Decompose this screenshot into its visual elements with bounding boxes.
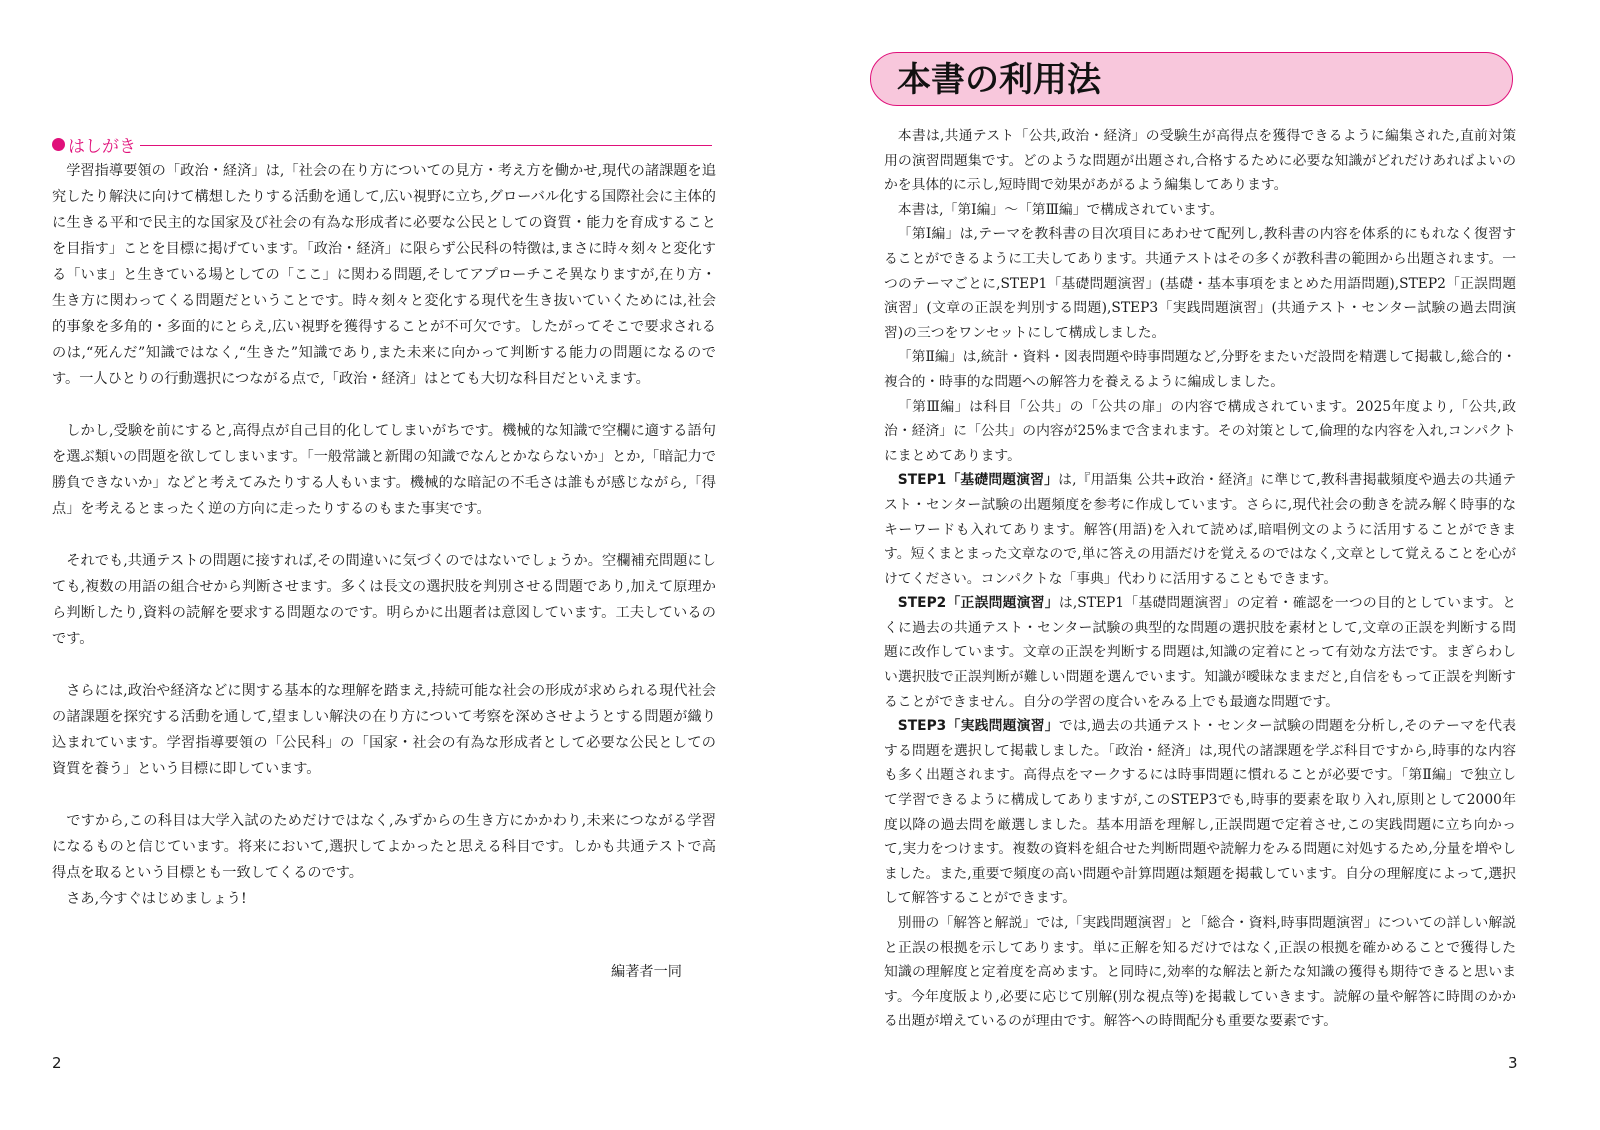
signature: 編著者一同 (611, 964, 682, 980)
usage-paragraph-text: 別冊の「解答と解説」では,「実践問題演習」と「総合・資料,時事問題演習」についての詳しい解説と正誤の根拠を示してあります。単に正解を知るだけではなく,正誤の根拠を確かめることで獲得した知識の理解度と定着度を高めます。と同時に,効率的な解法と新たな知識の獲得も期待できると思います。今年度版より,必要に応じて別解(別な視点等)を掲載していきます。読解の量や解答に時間のかかる出題が増えているのが理由です。解答への時間配分も重要な要素です。 (884, 915, 1516, 1030)
preface-paragraph: しかし,受験を前にすると,高得点が自己目的化してしまいがちです。機械的な知識で空欄に適する語句を選ぶ類いの問題を欲してしまいます。「一般常識と新聞の知識でなんとかならないか」とか,「暗記力で勝負できないか」などと考えてみたりする人もいます。機械的な暗記の不毛さは誰もが感じながら,「得点」を考えるとまったく逆の方向に走ったりするのもまた事実です。 (52, 423, 716, 517)
usage-paragraph (884, 714, 1516, 911)
step3-label: STEP3「実践問題演習」 (897, 718, 1059, 735)
usage-paragraph (884, 395, 1516, 469)
preface-paragraph: 学習指導要領の「政治・経済」は,「社会の在り方についての見方・考え方を働かせ,現代の諸課題を追究したり解決に向けて構想したりする活動を通して,広い視野に立ち,グローバル化する国際社会に主体的に生きる平和で民主的な国家及び社会の有為な形成者に必要な公民としての資質・能力を育成することを目指す」ことを目標に掲げています。「政治・経済」に限らず公民科の特徴は,まさに時々刻々と変化する「いま」と生きている場としての「ここ」に関わる問題,そしてアプローチこそ異なりますが,在り方・生き方に関わってくる問題だということです。時々刻々と変化する現代を生き抜いていくためには,社会的事象を多角的・多面的にとらえ,広い視野を獲得することが不可欠です。したがってそこで要求されるのは,“死んだ”知識ではなく,“生きた”知識であり,また未来に向かって判断する能力の問題になるのです。一人ひとりの行動選択につながる点で,「政治・経済」はとても大切な科目だといえます。 (52, 163, 716, 387)
step2-label: STEP2「正誤問題演習」 (897, 595, 1059, 612)
right-page (800, 0, 1600, 1130)
page-number-left: 2 (52, 1054, 62, 1072)
step1-label: STEP1「基礎問題演習」 (897, 472, 1059, 489)
usage-paragraph-text: 「第Ⅰ編」は,テーマを教科書の目次項目にあわせて配列し,教科書の内容を体系的にもれなく復習することができるように工夫してあります。共通テストはその多くが教科書の範囲から出題されます。一つのテーマごとに,STEP1「基礎問題演習」(基礎・基本事項をまとめた用語問題),STEP2「正誤問題演習」(文章の正誤を判別する問題),STEP3「実践問題演習」(共通テスト・センター試験の過去問演習)の三つをワンセットにして構成しました。 (884, 226, 1516, 341)
usage-paragraph (884, 222, 1516, 345)
usage-paragraph-text: 「第Ⅱ編」は,統計・資料・図表問題や時事問題など,分野をまたいだ設問を精選して掲載し,総合的・複合的・時事的な問題への解答力を養えるように編成しました。 (884, 349, 1516, 390)
preface-paragraph: さらには,政治や経済などに関する基本的な理解を踏まえ,持続可能な社会の形成が求められる現代社会の諸課題を探究する活動を通して,望ましい解決の在り方について考察を深めさせようとする問題が織り込まれています。学習指導要領の「公民科」の「国家・社会の有為な形成者として必要な公民としての資質を養う」という目標に即しています。 (52, 683, 716, 777)
preface-body (52, 158, 716, 912)
usage-body (884, 124, 1516, 1034)
usage-paragraph (884, 124, 1516, 198)
usage-paragraph (884, 591, 1516, 714)
usage-paragraph-text: は,STEP1「基礎問題演習」の定着・確認を一つの目的としています。とくに過去の共通テスト・センター試験の典型的な問題の選択肢を素材として,文章の正誤を判断する問題に改作しています。文章の正誤を判断する問題は,知識の定着にとって有効な方法です。まぎらわしい選択肢で正誤判断が難しい問題を選んでいます。知識が曖昧なままだと,自信をもって正誤を判断することができません。自分の学習の度合いをみる上でも最適な問題です。 (884, 595, 1516, 710)
preface-paragraph: それでも,共通テストの問題に接すれば,その間違いに気づくのではないでしょうか。空欄補充問題にしても,複数の用語の組合せから判断させます。多くは長文の選択肢を判別させる問題であり,加えて原理から判断したり,資料の読解を要求する問題なのです。明らかに出題者は意図しています。工夫しているのです。 (52, 553, 716, 647)
page-number-right: 3 (1508, 1054, 1518, 1072)
section-rule (140, 145, 712, 146)
title-banner (870, 52, 1513, 106)
bullet-dot-icon (52, 138, 65, 151)
usage-paragraph-text: では,過去の共通テスト・センター試験の問題を分析し,そのテーマを代表する問題を選択して掲載しました。「政治・経済」は,現代の諸課題を学ぶ科目ですから,時事的な内容も多く出題されます。高得点をマークするには時事問題に慣れることが必要です。「第Ⅱ編」で独立して学習できるように構成してありますが,このSTEP3でも,時事的要素を取り入れ,原則として2000年度以降の過去問を厳選しました。基本用語を理解し,正誤問題で定着させ,この実践問題に立ち向かって,実力をつけます。複数の資料を組合せた判断問題や読解力をみる問題に対処するため,分量を増やしました。また,重要で頻度の高い問題や計算問題は類題を掲載しています。自分の理解度によって,選択して解答することができます。 (884, 718, 1517, 907)
usage-paragraph-text: 「第Ⅲ編」は科目「公共」の「公共の扉」の内容で構成されています。2025年度より,「公共,政治・経済」に「公共」の内容が25%まで含まれます。その対策として,倫理的な内容を入れ,コンパクトにまとめてあります。 (884, 398, 1516, 464)
usage-paragraph-text: 本書は,共通テスト「公共,政治・経済」の受験生が高得点を獲得できるように編集された,直前対策用の演習問題集です。どのような問題が出題され,合格するために必要な知識がどれだけあればよいのかを具体的に示し,短時間で効果があがるよう編集してあります。 (884, 128, 1516, 194)
preface-paragraph: さあ,今すぐはじめましょう! (66, 891, 247, 907)
section-heading (52, 132, 712, 156)
usage-paragraph (884, 468, 1516, 591)
preface-paragraph: ですから,この科目は大学入試のためだけではなく,みずからの生き方にかかわり,未来につながる学習になるものと信じています。将来において,選択してよかったと思える科目です。しかも共通テストで高得点を取るという目標とも一致してくるのです。 (52, 813, 716, 881)
usage-paragraph-text: は,『用語集 公共+政治・経済』に準じて,教科書掲載頻度や過去の共通テスト・センター試験の出題頻度を参考に作成しています。さらに,現代社会の動きを読み解く時事的なキーワードも入れてあります。解答(用語)を入れて読めば,暗唱例文のように活用することができます。短くまとまった文章なので,単に答えの用語だけを覚えるのではなく,文章として覚えることを心がけてください。コンパクトな「事典」代わりに活用することもできます。 (884, 472, 1517, 587)
usage-paragraph (884, 198, 1516, 223)
usage-paragraph (884, 345, 1516, 394)
page-title: 本書の利用法 (897, 60, 1101, 100)
usage-paragraph (884, 911, 1516, 1034)
usage-paragraph-text: 本書は,「第Ⅰ編」〜「第Ⅲ編」で構成されています。 (897, 201, 1224, 218)
section-title: はしがき (68, 136, 136, 157)
